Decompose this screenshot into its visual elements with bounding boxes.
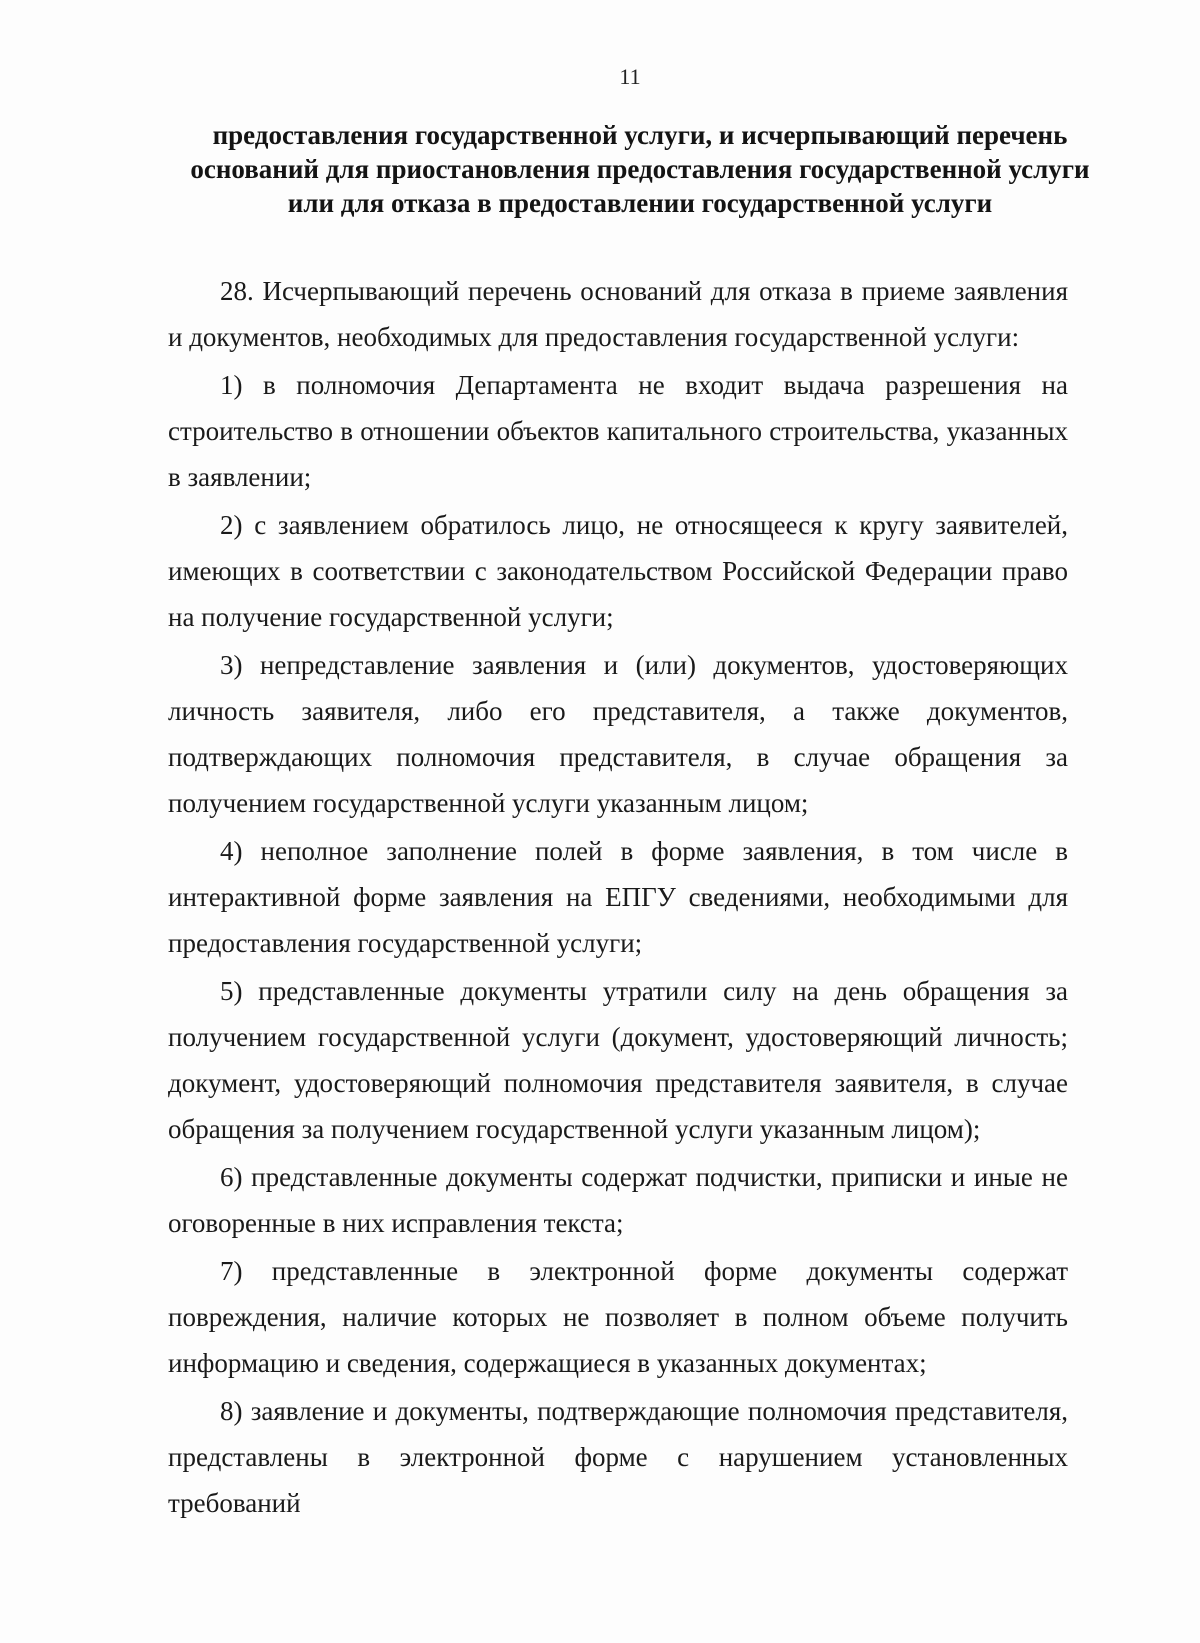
list-item-3: 3) непредставление заявления и (или) документов, удостоверяющих личность заявителя, либо его представителя, а также документов, подтверждающих полномочия представителя, в случае обращения за получением государственной услуги указанным лицом; — [168, 650, 1068, 818]
list-item-4: 4) неполное заполнение полей в форме заявления, в том числе в интерактивной форме заявления на ЕПГУ сведениями, необходимыми для предоставления государственной услуги; — [168, 836, 1068, 958]
section-heading: предоставления государственной услуги, и исчерпывающий перечень оснований для приостановления предоставления государственной услуги или для отказа в предоставлении государственной услуги — [190, 120, 1090, 218]
list-item-7: 7) представленные в электронной форме документы содержат повреждения, наличие которых не позволяет в полном объеме получить информацию и сведения, содержащиеся в указанных документах; — [168, 1256, 1068, 1378]
document-body — [168, 268, 1068, 1528]
list-item-8: 8) заявление и документы, подтверждающие полномочия представителя, представлены в электронной форме с нарушением установленных требований — [168, 1396, 1068, 1518]
page-number: 11 — [619, 64, 641, 89]
list-item-2: 2) с заявлением обратилось лицо, не относящееся к кругу заявителей, имеющих в соответствии с законодательством Российской Федерации право на получение государственной услуги; — [168, 510, 1068, 632]
list-item-6: 6) представленные документы содержат подчистки, приписки и иные не оговоренные в них исправления текста; — [168, 1162, 1068, 1238]
list-item-5: 5) представленные документы утратили силу на день обращения за получением государственной услуги (документ, удостоверяющий личность; документ, удостоверяющий полномочия представителя заявителя, в случае обращения за получением государственной услуги указанным лицом); — [168, 976, 1068, 1144]
list-item-1: 1) в полномочия Департамента не входит выдача разрешения на строительство в отношении объектов капитального строительства, указанных в заявлении; — [168, 370, 1068, 492]
paragraph-28: 28. Исчерпывающий перечень оснований для отказа в приеме заявления и документов, необходимых для предоставления государственной услуги: — [168, 276, 1068, 352]
